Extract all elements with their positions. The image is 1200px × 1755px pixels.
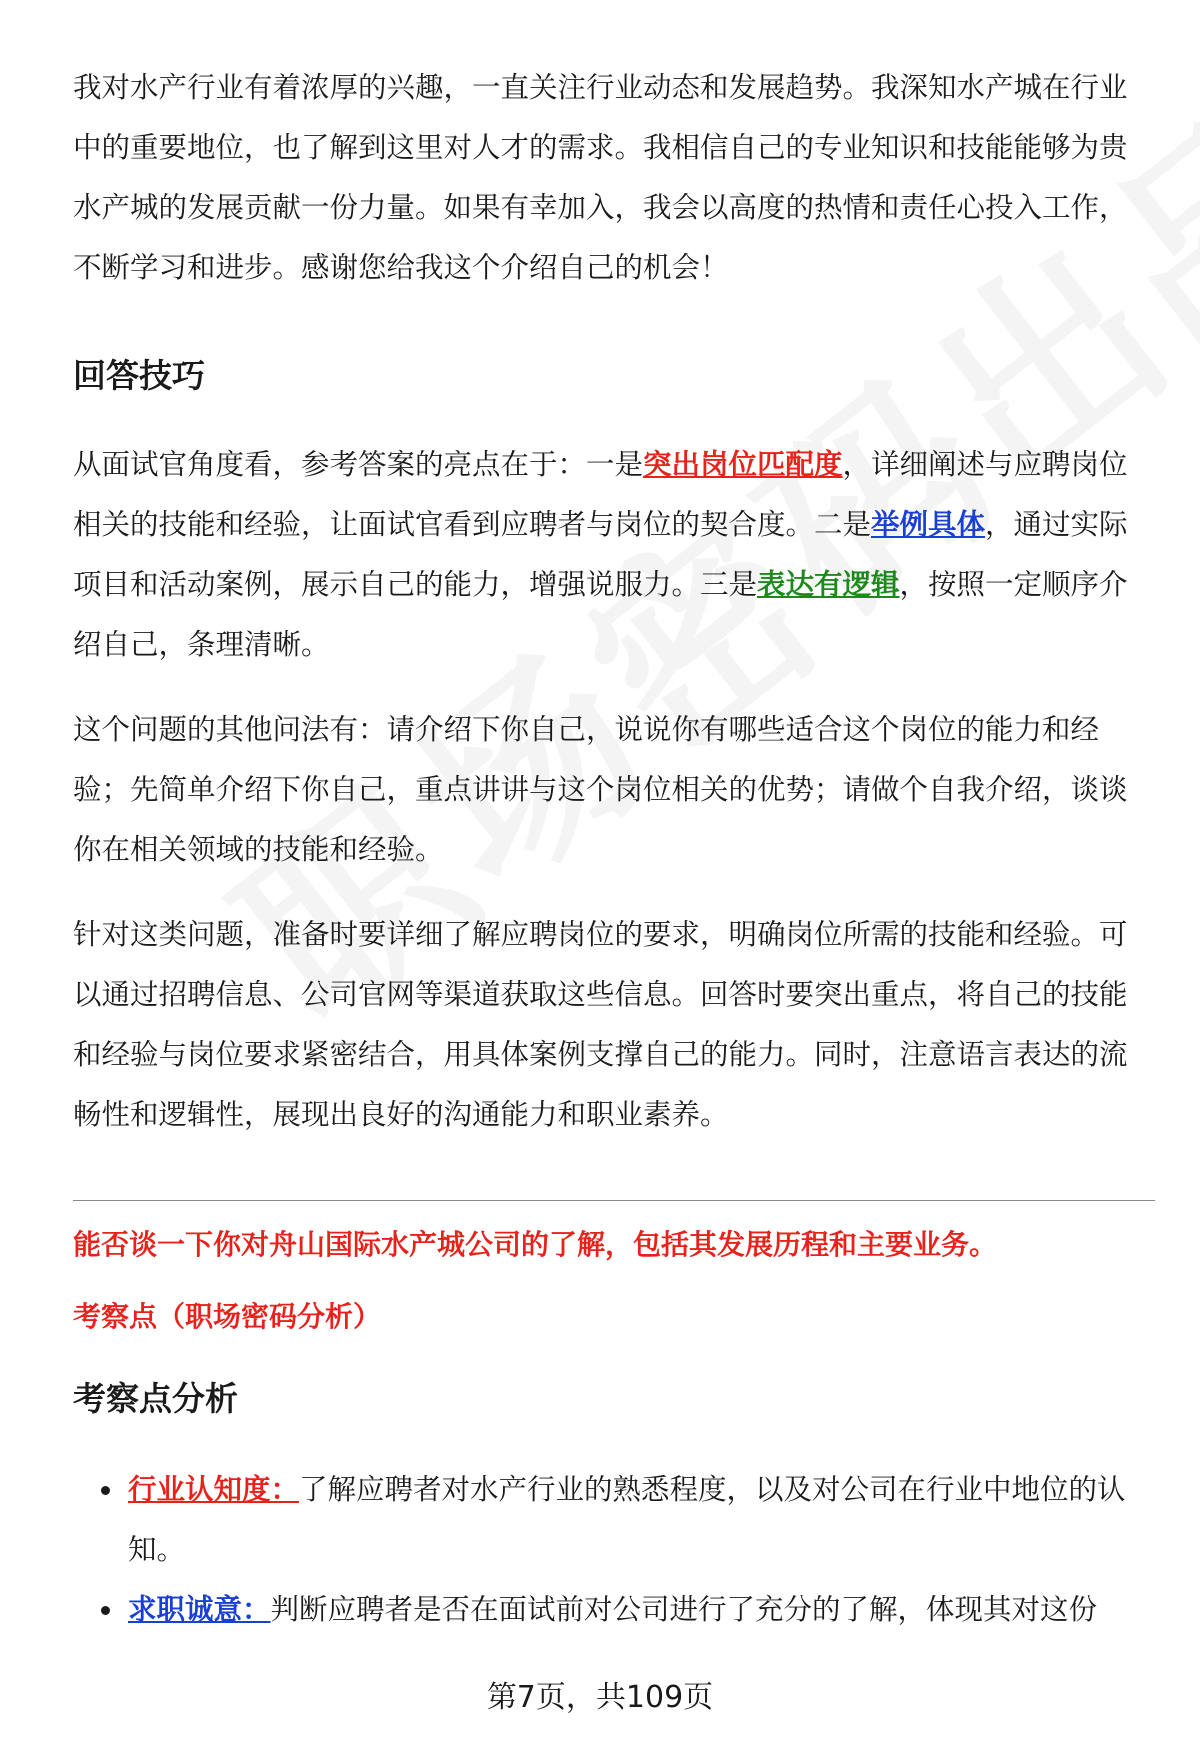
tips-heading: 回答技巧 bbox=[73, 356, 205, 395]
section-divider bbox=[73, 1200, 1155, 1201]
bullet-text: 了解应聘者对水产行业的熟悉程度，以及对公司在行业中地位的认知。 bbox=[128, 1473, 1126, 1566]
tips-text-3: ，通过实际项目和活动案例，展示自己的能力，增强说服力。三是 bbox=[73, 508, 1128, 601]
tips-text-2: ，详细阐述与应聘岗位相关的技能和经验，让面试官看到应聘者与岗位的契合度。二是 bbox=[73, 448, 1128, 541]
bullet-term: 行业认知度： bbox=[128, 1473, 300, 1506]
tips-text-1: 从面试官角度看，参考答案的亮点在于：一是 bbox=[73, 448, 644, 481]
analysis-list bbox=[73, 1460, 1155, 1640]
bullet-icon bbox=[101, 1606, 110, 1615]
page-content bbox=[73, 58, 1155, 1640]
prep-paragraph: 针对这类问题，准备时要详细了解应聘岗位的要求，明确岗位所需的技能和经验。可以通过招聘信息、公司官网等渠道获取这些信息。回答时要突出重点，将自己的技能和经验与岗位要求紧密结合，用具体案例支撑自己的能力。同时，注意语言表达的流畅性和逻辑性，展现出良好的沟通能力和职业素养。 bbox=[73, 918, 1128, 1131]
bullet-term: 求职诚意： bbox=[128, 1593, 271, 1626]
list-item bbox=[73, 1580, 1155, 1640]
highlight-position-match: 突出岗位匹配度 bbox=[643, 448, 843, 481]
analysis-heading: 考察点分析 bbox=[73, 1379, 238, 1418]
other-ways-paragraph: 这个问题的其他问法有：请介绍下你自己，说说你有哪些适合这个岗位的能力和经验；先简单介绍下你自己，重点讲讲与这个岗位相关的优势；请做个自我介绍，谈谈你在相关领域的技能和经验。 bbox=[73, 713, 1128, 866]
bullet-icon bbox=[101, 1486, 110, 1495]
tips-paragraph bbox=[73, 435, 1155, 675]
highlight-logical-expression: 表达有逻辑 bbox=[757, 568, 900, 601]
analysis-label: 考察点（职场密码分析） bbox=[73, 1300, 382, 1333]
highlight-specific-examples: 举例具体 bbox=[871, 508, 986, 541]
list-item bbox=[73, 1460, 1155, 1580]
bullet-text: 判断应聘者是否在面试前对公司进行了充分的了解，体现其对这份 bbox=[270, 1593, 1098, 1626]
tips-text-4: ，按照一定顺序介绍自己，条理清晰。 bbox=[73, 568, 1128, 661]
question-title: 能否谈一下你对舟山国际水产城公司的了解，包括其发展历程和主要业务。 bbox=[73, 1228, 998, 1261]
intro-paragraph: 我对水产行业有着浓厚的兴趣，一直关注行业动态和发展趋势。我深知水产城在行业中的重要地位，也了解到这里对人才的需求。我相信自己的专业知识和技能能够为贵水产城的发展贡献一份力量。如果有幸加入，我会以高度的热情和责任心投入工作，不断学习和进步。感谢您给我这个介绍自己的机会！ bbox=[73, 71, 1128, 284]
page-number: 第7页，共109页 bbox=[486, 1680, 714, 1715]
